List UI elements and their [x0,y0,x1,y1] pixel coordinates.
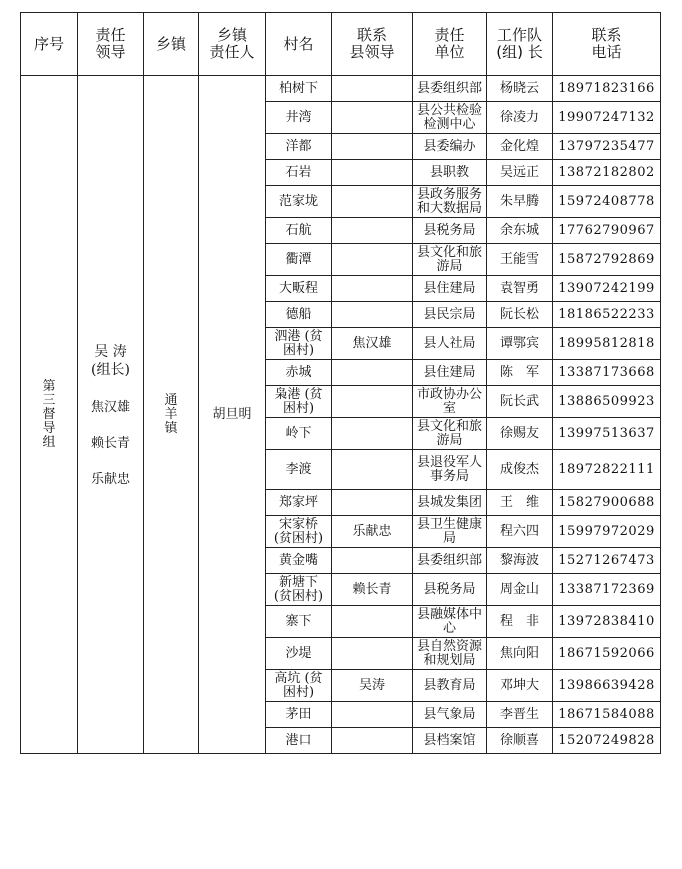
unit-cell: 县职教 [413,160,487,186]
team-leader-cell: 徐凌力 [487,102,553,134]
village-cell: 新塘下 (贫困村) [266,574,332,606]
county-leader-cell [332,186,413,218]
team-leader-cell: 王 维 [487,490,553,516]
team-leader-cell: 徐赐友 [487,418,553,450]
village-cell: 寨下 [266,606,332,638]
village-cell: 岭下 [266,418,332,450]
village-cell: 泗港 (贫困村) [266,328,332,360]
team-leader-cell: 邓坤大 [487,670,553,702]
phone-cell: 13886509923 [553,386,661,418]
county-leader-cell [332,702,413,728]
county-leader-cell [332,728,413,754]
phone-cell: 15207249828 [553,728,661,754]
phone-cell: 15872792869 [553,244,661,276]
village-cell: 赤城 [266,360,332,386]
village-cell: 范家垅 [266,186,332,218]
unit-cell: 县住建局 [413,276,487,302]
village-cell: 德船 [266,302,332,328]
village-cell: 衢潭 [266,244,332,276]
county-leader-cell [332,638,413,670]
unit-cell: 县税务局 [413,574,487,606]
team-leader-cell: 焦向阳 [487,638,553,670]
roster-body [21,76,661,754]
unit-cell: 县委编办 [413,134,487,160]
village-cell: 李渡 [266,450,332,490]
county-leader-cell: 吴涛 [332,670,413,702]
unit-cell: 县自然资源和规划局 [413,638,487,670]
unit-cell: 县融媒体中心 [413,606,487,638]
phone-cell: 15972408778 [553,186,661,218]
village-cell: 茅田 [266,702,332,728]
phone-cell: 13797235477 [553,134,661,160]
phone-cell: 18995812818 [553,328,661,360]
phone-cell: 18972822111 [553,450,661,490]
phone-cell: 15997972029 [553,516,661,548]
county-leader-cell [332,548,413,574]
header-village: 村名 [266,13,332,76]
unit-cell: 县教育局 [413,670,487,702]
team-leader-cell: 朱早腾 [487,186,553,218]
county-leader-cell: 乐献忠 [332,516,413,548]
county-leader-cell [332,418,413,450]
county-leader-cell [332,102,413,134]
phone-cell: 13907242199 [553,276,661,302]
county-leader-cell [332,490,413,516]
phone-cell: 19907247132 [553,102,661,134]
unit-cell: 市政协办公室 [413,386,487,418]
header-unit: 责任 单位 [413,13,487,76]
unit-cell: 县委组织部 [413,76,487,102]
team-leader-cell: 程六四 [487,516,553,548]
header-team-leader: 工作队 (组) 长 [487,13,553,76]
roster-sheet [20,12,661,754]
phone-cell: 15271267473 [553,548,661,574]
village-cell: 郑家坪 [266,490,332,516]
header-row [21,13,661,76]
phone-cell: 13972838410 [553,606,661,638]
village-cell: 石航 [266,218,332,244]
phone-cell: 18671584088 [553,702,661,728]
unit-cell: 县文化和旅游局 [413,418,487,450]
phone-cell: 13387173668 [553,360,661,386]
team-leader-cell: 余东城 [487,218,553,244]
unit-cell: 县退役军人事务局 [413,450,487,490]
header-seq: 序号 [21,13,78,76]
county-leader-cell [332,160,413,186]
village-cell: 港口 [266,728,332,754]
supervision-roster-table [20,12,661,754]
phone-cell: 15827900688 [553,490,661,516]
unit-cell: 县委组织部 [413,548,487,574]
unit-cell: 县卫生健康局 [413,516,487,548]
team-leader-cell: 李晋生 [487,702,553,728]
team-leader-cell: 袁智勇 [487,276,553,302]
village-cell: 石岩 [266,160,332,186]
team-leader-cell: 徐顺喜 [487,728,553,754]
header-town-chief: 乡镇 责任人 [199,13,266,76]
header-phone: 联系 电话 [553,13,661,76]
town-chief-cell: 胡旦明 [199,76,266,754]
county-leader-cell [332,386,413,418]
team-leader-cell: 陈 军 [487,360,553,386]
header-leader: 责任 领导 [78,13,144,76]
county-leader-cell: 焦汉雄 [332,328,413,360]
group-member-name: 赖长青 [90,435,130,451]
county-leader-cell [332,244,413,276]
unit-cell: 县公共检验检测中心 [413,102,487,134]
village-cell: 大畈程 [266,276,332,302]
team-leader-cell: 王能雪 [487,244,553,276]
team-leader-cell: 阮长武 [487,386,553,418]
group-member-name: 乐献忠 [90,471,130,487]
village-cell: 柏树下 [266,76,332,102]
group-seq-cell: 第 三 督 导 组 [21,76,78,754]
team-leader-cell: 吴远正 [487,160,553,186]
village-cell: 沙堤 [266,638,332,670]
phone-cell: 17762790967 [553,218,661,244]
village-cell: 宋家桥 (贫困村) [266,516,332,548]
phone-cell: 18671592066 [553,638,661,670]
county-leader-cell [332,360,413,386]
team-leader-cell: 周金山 [487,574,553,606]
phone-cell: 18971823166 [553,76,661,102]
county-leader-cell [332,606,413,638]
team-leader-cell: 阮长松 [487,302,553,328]
team-leader-cell: 黎海波 [487,548,553,574]
team-leader-cell: 杨晓云 [487,76,553,102]
unit-cell: 县民宗局 [413,302,487,328]
group-leaders-cell [78,76,144,754]
phone-cell: 13387172369 [553,574,661,606]
table-row [21,76,661,102]
phone-cell: 18186522233 [553,302,661,328]
county-leader-cell [332,276,413,302]
phone-cell: 13997513637 [553,418,661,450]
header-county-leader: 联系 县领导 [332,13,413,76]
village-cell: 井湾 [266,102,332,134]
county-leader-cell [332,134,413,160]
header-town: 乡镇 [144,13,199,76]
village-cell: 高坑 (贫困村) [266,670,332,702]
county-leader-cell: 赖长青 [332,574,413,606]
unit-cell: 县政务服务和大数据局 [413,186,487,218]
village-cell: 洋都 [266,134,332,160]
phone-cell: 13872182802 [553,160,661,186]
county-leader-cell [332,302,413,328]
county-leader-cell [332,450,413,490]
unit-cell: 县住建局 [413,360,487,386]
group-leader-name: 吴 涛 [94,343,127,360]
group-member-name: 焦汉雄 [90,399,130,415]
team-leader-cell: 金化煌 [487,134,553,160]
county-leader-cell [332,218,413,244]
phone-cell: 13986639428 [553,670,661,702]
group-leader-role: (组长) [91,361,130,378]
unit-cell: 县档案馆 [413,728,487,754]
village-cell: 枭港 (贫困村) [266,386,332,418]
team-leader-cell: 谭鄂宾 [487,328,553,360]
unit-cell: 县城发集团 [413,490,487,516]
team-leader-cell: 成俊杰 [487,450,553,490]
village-cell: 黄金嘴 [266,548,332,574]
county-leader-cell [332,76,413,102]
unit-cell: 县气象局 [413,702,487,728]
town-cell: 通 羊 镇 [144,76,199,754]
unit-cell: 县人社局 [413,328,487,360]
unit-cell: 县文化和旅游局 [413,244,487,276]
team-leader-cell: 程 非 [487,606,553,638]
unit-cell: 县税务局 [413,218,487,244]
